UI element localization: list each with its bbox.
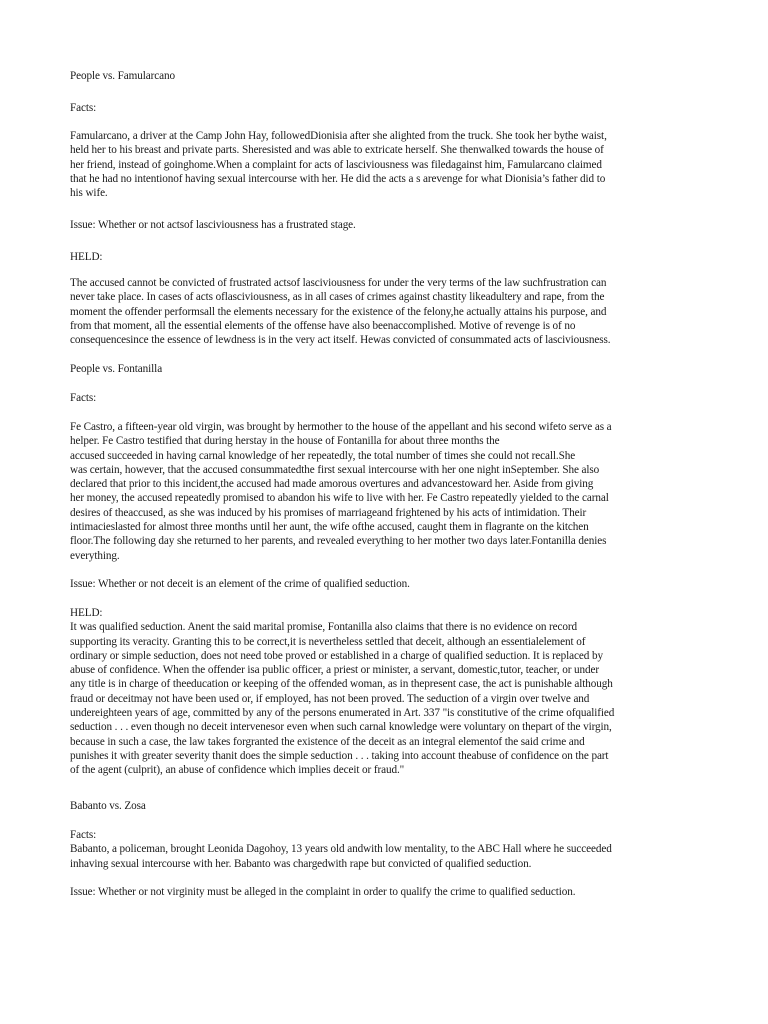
text-line: Facts: [70,392,97,404]
text-line: ordinary or simple seduction, does not need tobe proved or established in a charge of qualified seduction. It is replaced by [70,649,603,662]
text-line: Fe Castro, a fifteen-year old virgin, was brought by hermother to the house of the appellant and his second wifeto serve as a [70,421,612,433]
text-line: abuse of confidence. When the offender isa public officer, a priest or minister, a servant, domestic,tutor, teacher, or under [70,664,600,677]
text-line: Facts: [70,102,97,114]
facts-paragraph [70,828,612,871]
facts-heading [70,101,96,115]
text-line: desires of theaccused, as she was induced by his promises of marriageand frightened by his acts of intimidation. Their [70,506,587,519]
case-title-fontanilla [70,362,162,376]
text-line: his wife. [70,187,108,200]
text-line: everything. [70,549,120,562]
issue-paragraph [70,218,356,232]
held-paragraph [70,606,614,778]
text-line: fraud or deceitmay not have been used or, if employed, has not been proved. The seduction of a virgin over twelve and [70,692,590,705]
text-line: helper. Fe Castro testified that during herstay in the house of Fontanilla for about three months the [70,435,500,448]
text-line: People vs. Fontanilla [70,363,163,375]
held-paragraph [70,276,610,347]
text-line: It was qualified seduction. Anent the said marital promise, Fontanilla also claims that there is no evidence on record [70,621,578,634]
text-line: Famularcano, a driver at the Camp John Hay, followedDionisia after she alighted from the truck. She took her bythe waist, [70,130,607,142]
text-line: consequencesince the essence of lewdness is in the very act itself. Hewas convicted of consummated acts of lasciviousness. [70,334,611,347]
issue-paragraph [70,885,575,899]
text-line: HELD: [70,607,103,619]
text-line: that he had no intentionof having sexual intercourse with her. He did the acts a s arevenge for what Dionisia’s father did to [70,172,606,185]
text-line: was certain, however, that the accused consummatedthe first sexual intercourse with her one night inSeptember. She also [70,463,600,476]
text-line: declared that prior to this incident,the accused had made amorous overtures and advancestoward her. Aside from giving [70,478,594,491]
text-line: Babanto, a policeman, brought Leonida Dagohoy, 13 years old andwith low mentality, to the ABC Hall where he succeeded [70,843,612,856]
text-line: punishes it with greater severity thanit does the simple seduction . . . taking into account theabuse of confidence on the part [70,749,609,762]
text-line: Issue: Whether or not actsof lasciviousness has a frustrated stage. [70,219,356,231]
text-line: intimacieslasted for almost three months until her aunt, the wife ofthe accused, caught them in flagrante on the kitchen [70,521,589,534]
case-title-babanto [70,799,146,813]
text-line: her money, the accused repeatedly promised to abandon his wife to live with her. Fe Castro repeatedly yielded to the carnal [70,492,609,505]
text-line: inhaving sexual intercourse with her. Babanto was chargedwith rape but convicted of qualified seduction. [70,857,532,870]
text-line: undereighteen years of age, committed by any of the persons enumerated in Art. 337 "is constitutive of the crime ofqualified [70,707,615,720]
text-line: moment the offender performsall the elements necessary for the existence of the felony,he actually attains his purpose, and [70,305,607,318]
text-line: floor.The following day she returned to her parents, and revealed everything to her mother two days later.Fontanilla denies [70,535,607,548]
facts-paragraph [70,420,612,563]
text-line: Facts: [70,829,97,841]
text-line: of the agent (culprit), an abuse of confidence which implies deceit or fraud." [70,764,405,777]
text-line: supporting its veracity. Granting this to be correct,it is nevertheless settled that deceit, although an essentialelement of [70,635,586,648]
case-title-famularcano [70,69,175,83]
text-line: any title is in charge of theeducation or keeping of the offended woman, as in thepresent case, the act is punishable although [70,678,613,691]
text-line: from that moment, all the essential elements of the offense have also beenaccomplished. Motive of revenge is of no [70,319,576,332]
facts-heading [70,391,96,405]
held-heading [70,250,102,264]
text-line: HELD: [70,251,103,263]
text-line: never take place. In cases of acts oflasciviousness, as in all cases of crimes against chastity likeadultery and rape, from the [70,291,605,304]
text-line: Issue: Whether or not virginity must be alleged in the complaint in order to qualify the crime to qualified seduction. [70,886,576,898]
facts-paragraph [70,129,607,200]
text-line: because in such a case, the law takes forgranted the existence of the deceit as an integral elementof the said crime and [70,735,585,748]
text-line: held her to his breast and private parts. Sheresisted and was able to extricate herself. She thenwalked towards the house of [70,144,604,157]
text-line: seduction . . . even though no deceit intervenesor even when such carnal knowledge were voluntary on thepart of the virgin, [70,721,612,734]
text-line: accused succeeded in having carnal knowledge of her repeatedly, the total number of times she could not recall.She [70,449,576,462]
text-line: Issue: Whether or not deceit is an element of the crime of qualified seduction. [70,578,410,590]
text-line: Babanto vs. Zosa [70,800,146,812]
text-line: The accused cannot be convicted of frustrated actsof lasciviousness for under the very terms of the law suchfrustration can [70,277,607,289]
text-line: People vs. Famularcano [70,70,175,82]
issue-paragraph [70,577,410,591]
text-line: her friend, instead of goinghome.When a complaint for acts of lasciviousness was filedagainst him, Famularcano claimed [70,158,602,171]
